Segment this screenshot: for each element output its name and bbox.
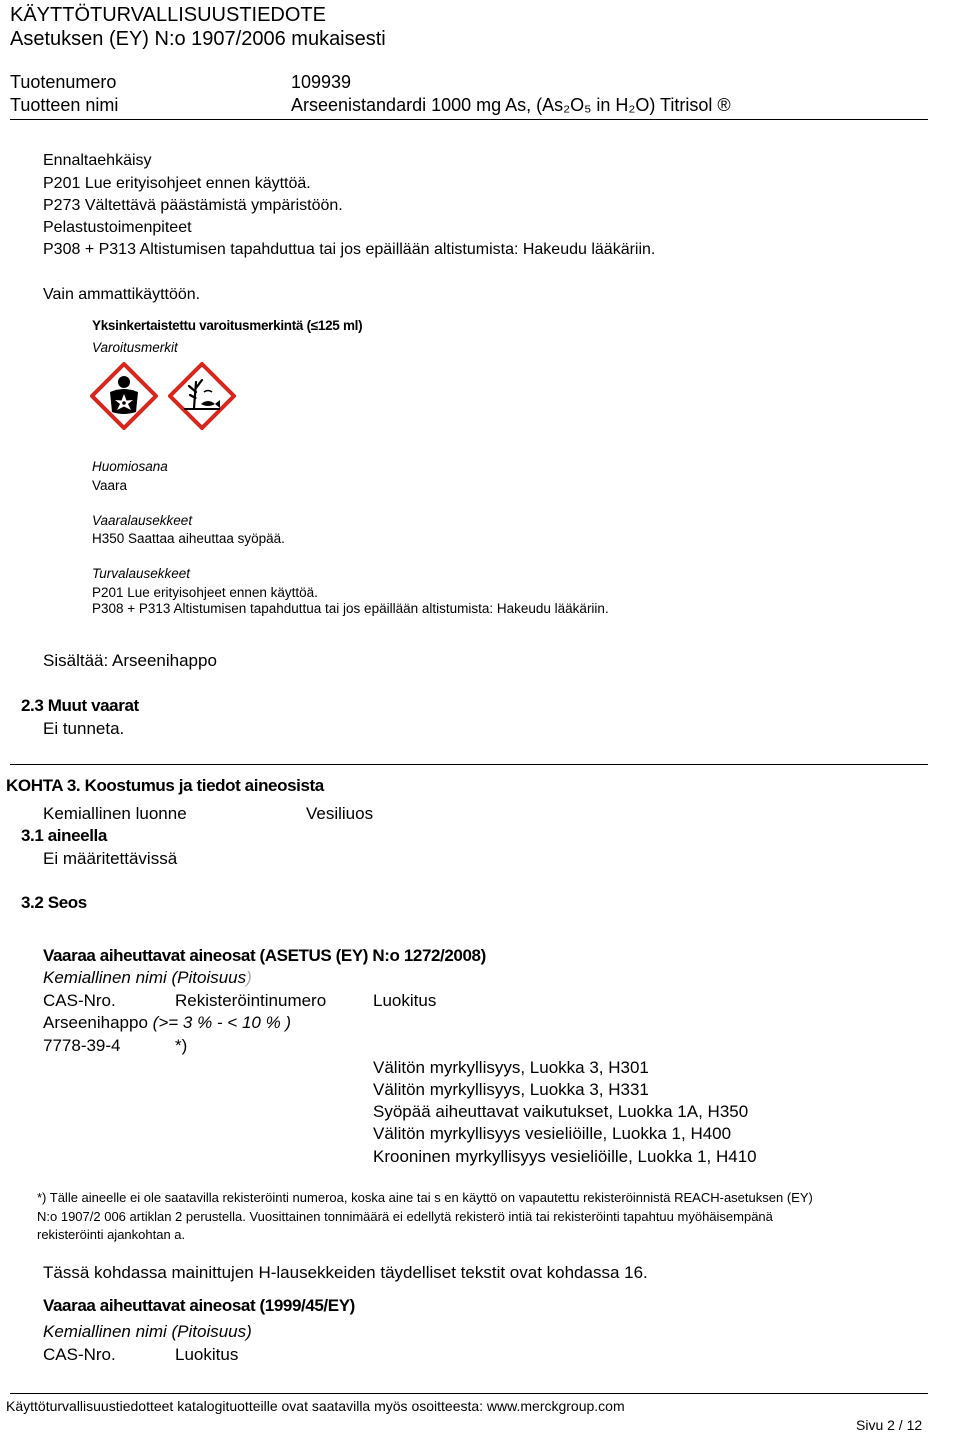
chemical-name-label-2: Kemiallinen nimi (Pitoisuus) bbox=[43, 1322, 252, 1341]
substance-text: Ei määritettävissä bbox=[43, 849, 178, 868]
mixture-heading: 3.2 Seos bbox=[21, 893, 87, 912]
pictograms-label: Varoitusmerkit bbox=[92, 340, 178, 355]
other-hazards-heading: 2.3 Muut vaarat bbox=[21, 696, 139, 715]
response-heading: Pelastustoimenpiteet bbox=[43, 219, 192, 236]
simplified-label-heading: Yksinkertaistettu varoitusmerkintä (≤125 ml) bbox=[92, 318, 363, 333]
contains-statement: Sisältää: Arseenihappo bbox=[43, 651, 217, 670]
hazard-statements-label: Vaaralausekkeet bbox=[92, 513, 193, 528]
footer-text: Käyttöturvallisuustiedotteet katalogituotteille ovat saatavilla myös osoitteesta: www.merckgroup.com bbox=[6, 1398, 625, 1414]
h350-statement: H350 Saattaa aiheuttaa syöpää. bbox=[92, 531, 285, 546]
substance-heading: 3.1 aineella bbox=[21, 826, 107, 845]
p273-statement: P273 Vältettävä päästämistä ympäristöön. bbox=[43, 197, 343, 214]
document-title: KÄYTTÖTURVALLISUUSTIEDOTE bbox=[10, 4, 326, 26]
chemical-name-label-text: Kemiallinen nimi (Pitoisuus bbox=[43, 968, 247, 987]
hazardous-ingredients-heading: Vaaraa aiheuttavat aineosat (ASETUS (EY) N:o 1272/2008) bbox=[43, 946, 486, 965]
classification-item: Välitön myrkyllisyys, Luokka 3, H301 bbox=[373, 1058, 649, 1077]
col-registration-header: Rekisteröintinumero bbox=[175, 991, 327, 1010]
classification-item: Krooninen myrkyllisyys vesieliöille, Luokka 1, H410 bbox=[373, 1147, 757, 1166]
ingredient-concentration: (>= 3 % - < 10 % ) bbox=[152, 1013, 292, 1032]
chemical-name-label-paren: ) bbox=[246, 968, 252, 987]
classification-item: Välitön myrkyllisyys vesieliöille, Luokka 1, H400 bbox=[373, 1124, 732, 1143]
chemical-nature-value: Vesiliuos bbox=[306, 804, 374, 823]
professional-use-note: Vain ammattikäyttöön. bbox=[43, 286, 201, 303]
classification-item: Syöpää aiheuttavat vaikutukset, Luokka 1A, H350 bbox=[373, 1102, 749, 1121]
classification-item: Välitön myrkyllisyys, Luokka 3, H331 bbox=[373, 1080, 649, 1099]
document-subtitle: Asetuksen (EY) N:o 1907/2006 mukaisesti bbox=[10, 28, 386, 50]
chemical-nature-label: Kemiallinen luonne bbox=[43, 804, 187, 823]
ingredient-registration: *) bbox=[175, 1036, 188, 1055]
product-number-value: 109939 bbox=[291, 72, 352, 92]
product-name-label: Tuotteen nimi bbox=[10, 95, 119, 115]
footnote-line-2: N:o 1907/2 006 artiklan 2 perustella. Vuosittainen tonnimäärä ei edellytä rekisterö intiä tai rekisteröinti tapahtuu myöhäisempänä bbox=[37, 1209, 773, 1224]
page-number: Sivu 2 / 12 bbox=[856, 1417, 923, 1433]
footer-divider bbox=[10, 1393, 928, 1394]
health-hazard-icon bbox=[90, 362, 158, 430]
col-classification-header: Luokitus bbox=[373, 991, 437, 1010]
chemical-name-label bbox=[43, 968, 252, 988]
simplified-p201: P201 Lue erityisohjeet ennen käyttöä. bbox=[92, 585, 318, 600]
col-cas-header-2: CAS-Nro. bbox=[43, 1345, 116, 1364]
signal-word: Vaara bbox=[92, 478, 128, 493]
product-number-label: Tuotenumero bbox=[10, 72, 117, 92]
simplified-p308: P308 + P313 Altistumisen tapahduttua tai jos epäillään altistumista: Hakeudu lääkäriin. bbox=[92, 601, 609, 616]
col-cas-header: CAS-Nro. bbox=[43, 991, 116, 1010]
footnote-line-3: rekisteröinti ajankohtan a. bbox=[37, 1227, 186, 1242]
section-divider bbox=[10, 764, 928, 765]
ingredient-cas: 7778-39-4 bbox=[43, 1036, 121, 1055]
footnote-line-1: *) Tälle aineelle ei ole saatavilla rekisteröinti numeroa, koska aine tai s en käyttö on vapautettu rekisteröinnistä REACH-asetuksen (EY) bbox=[37, 1190, 813, 1205]
signal-word-label: Huomiosana bbox=[92, 459, 168, 474]
prevention-heading: Ennaltaehkäisy bbox=[43, 152, 152, 169]
header-divider bbox=[10, 119, 928, 120]
p308-statement: P308 + P313 Altistumisen tapahduttua tai jos epäillään altistumista: Hakeudu lääkäriin. bbox=[43, 241, 656, 258]
section3-heading: KOHTA 3. Koostumus ja tiedot aineosista bbox=[6, 776, 324, 795]
product-name-value: Arseenistandardi 1000 mg As, (As₂O₅ in H₂O) Titrisol ® bbox=[291, 95, 731, 115]
hazardous-ingredients-heading-2: Vaaraa aiheuttavat aineosat (1999/45/EY) bbox=[43, 1296, 355, 1315]
col-classification-header-2: Luokitus bbox=[175, 1345, 239, 1364]
ingredient-name: Arseenihappo bbox=[43, 1013, 148, 1032]
environment-hazard-icon bbox=[168, 362, 236, 430]
p201-statement: P201 Lue erityisohjeet ennen käyttöä. bbox=[43, 175, 311, 192]
h-statements-note: Tässä kohdassa mainittujen H-lausekkeiden täydelliset tekstit ovat kohdassa 16. bbox=[43, 1263, 648, 1282]
other-hazards-text: Ei tunneta. bbox=[43, 719, 125, 738]
ingredient-row bbox=[43, 1013, 291, 1033]
precautionary-statements-label: Turvalausekkeet bbox=[92, 566, 191, 581]
